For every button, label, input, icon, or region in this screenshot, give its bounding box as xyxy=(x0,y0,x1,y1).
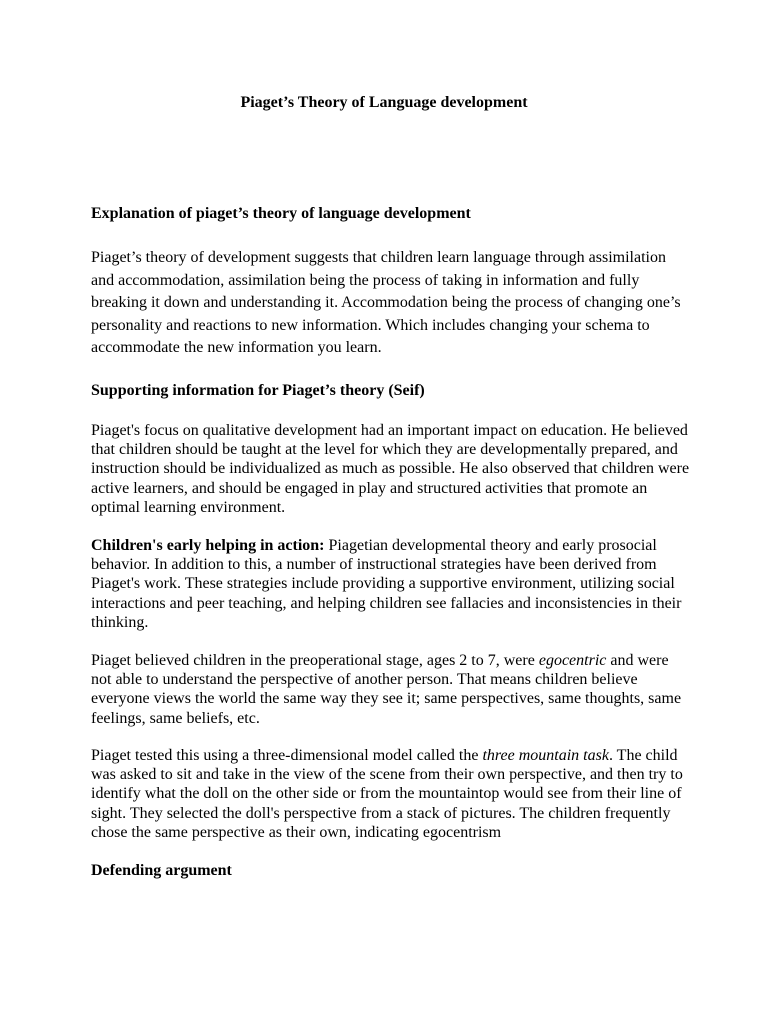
paragraph-text-before: Piaget believed children in the preoperational stage, ages 2 to 7, were xyxy=(91,652,539,669)
paragraph-emphasis-mountain-task: three mountain task xyxy=(482,747,609,764)
document-title: Piaget’s Theory of Language development xyxy=(240,94,528,111)
paragraph-explanation: Piaget’s theory of development suggests that children learn language through assimilation and accommodation, assimilation being the process of taking in information and fully breaking it down and understanding it. Accommodation being the process of changing one’s personality and reactions to new information. Which includes changing your schema to accommodate the new information you learn. xyxy=(91,249,681,356)
heading-defending-argument: Defending argument xyxy=(91,862,232,879)
paragraph-early-helping xyxy=(91,536,691,632)
paragraph-lead-bold: Children's early helping in action: xyxy=(91,537,325,554)
heading-explanation: Explanation of piaget’s theory of language development xyxy=(91,205,471,222)
paragraph-text-after: . The child was asked to sit and take in the view of the scene from their own perspective, and then try to identify what the doll on the other side or from the mountaintop would see from their line of sight. They selected the doll's perspective from a stack of pictures. The children frequently chose the same perspective as their own, indicating egocentrism xyxy=(91,747,683,841)
paragraph-egocentric xyxy=(91,651,691,728)
paragraph-text-after: and were not able to understand the perspective of another person. That means children believe everyone views the world the same way they see it; same perspectives, same thoughts, same feelings, same beliefs, etc. xyxy=(91,652,682,727)
paragraph-emphasis-egocentric: egocentric xyxy=(538,652,607,669)
paragraph-three-mountain-task xyxy=(91,746,691,842)
paragraph-text-before: Piaget tested this using a three-dimensional model called the xyxy=(91,747,483,764)
paragraph-qualitative-development: Piaget's focus on qualitative development had an important impact on education. He believed that children should be taught at the level for which they are developmentally prepared, and instruction should be individualized as much as possible. He also observed that children were active learners, and should be engaged in play and structured activities that promote an optimal learning environment. xyxy=(91,422,690,516)
paragraph-body-text: Piagetian developmental theory and early prosocial behavior. In addition to this, a number of instructional strategies have been derived from Piaget's work. These strategies include providing a supportive environment, utilizing social interactions and peer teaching, and helping children see fallacies and inconsistencies in their thinking. xyxy=(91,537,682,631)
heading-supporting-information: Supporting information for Piaget’s theory (Seif) xyxy=(91,382,425,399)
